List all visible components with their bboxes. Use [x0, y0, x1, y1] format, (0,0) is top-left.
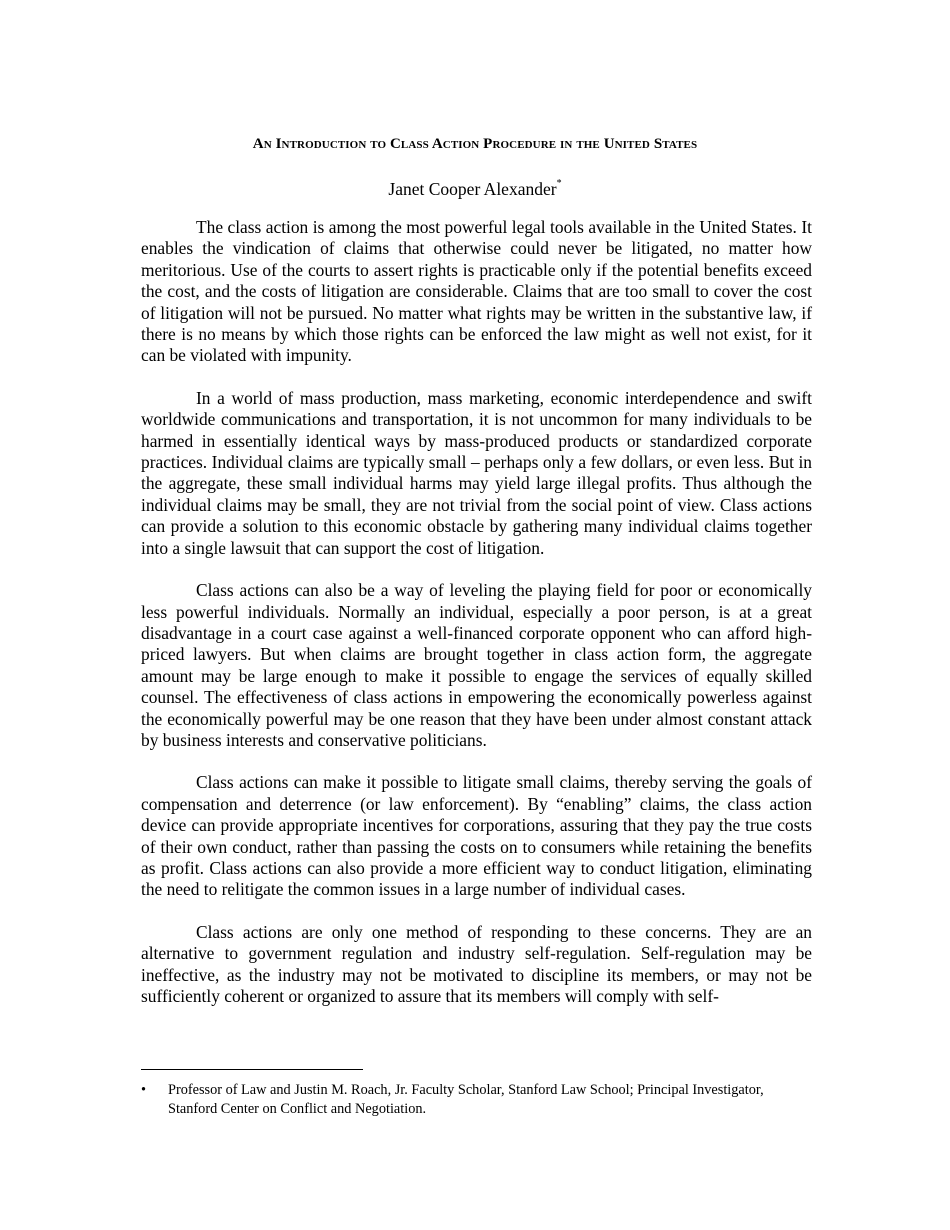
author-footnote-mark: *	[556, 178, 562, 189]
paragraph-1: The class action is among the most powerful legal tools available in the United States. It enables the vindication of claims that otherwise could never be litigated, no matter how meritorious. Use of the courts to assert rights is practicable only if the potential benefits exceed the cost, and the costs of litigation are considerable. Claims that are too small to cover the cost of litigation will not be pursued. No matter what rights may be written in the substantive law, if there is no means by which those rights can be enforced the law might as well not exist, for it can be violated with impunity.	[141, 217, 812, 366]
author-name: Janet Cooper Alexander	[388, 178, 557, 199]
footnote	[141, 1081, 812, 1119]
document-title: An Introduction to Class Action Procedure in the United States	[252, 136, 698, 152]
footnote-text: Professor of Law and Justin M. Roach, Jr. Faculty Scholar, Stanford Law School; Principal Investigator, Stanford Center on Conflict and Negotiation.	[168, 1082, 764, 1117]
paragraph-4: Class actions can make it possible to litigate small claims, thereby serving the goals of compensation and deterrence (or law enforcement). By “enabling” claims, the class action device can provide appropriate incentives for corporations, assuring that they pay the true costs of their own conduct, rather than passing the costs on to consumers while retaining the benefits as profit. Class actions can also provide a more efficient way to conduct litigation, eliminating the need to relitigate the common issues in a large number of individual cases.	[141, 772, 812, 900]
author-line	[0, 175, 950, 200]
footnote-divider	[141, 1069, 363, 1070]
paragraph-3: Class actions can also be a way of leveling the playing field for poor or economically less powerful individuals. Normally an individual, especially a poor person, is at a great disadvantage in a court case against a well-financed corporate opponent who can afford high-priced lawyers. But when claims are brought together in class action form, the aggregate amount may be large enough to make it possible to engage the services of equally skilled counsel. The effectiveness of class actions in empowering the economically powerless against the economically powerful may be one reason that they have been under almost constant attack by business interests and conservative politicians.	[141, 580, 812, 750]
footnote-bullet: •	[141, 1082, 147, 1098]
paragraph-2: In a world of mass production, mass marketing, economic interdependence and swift worldwide communications and transportation, it is not uncommon for many individuals to be harmed in essentially identical ways by mass-produced products or standardized corporate practices. Individual claims are typically small – perhaps only a few dollars, or even less. But in the aggregate, these small individual harms may yield large illegal profits. Thus although the individual claims may be small, they are not trivial from the social point of view. Class actions can provide a solution to this economic obstacle by gathering many individual claims together into a single lawsuit that can support the cost of litigation.	[141, 387, 812, 558]
paragraph-5: Class actions are only one method of responding to these concerns. They are an alternative to government regulation and industry self-regulation. Self-regulation may be ineffective, as the industry may not be motivated to discipline its members, or may not be sufficiently coherent or organized to assure that its members will comply with self-	[141, 921, 812, 1006]
body-text	[141, 217, 812, 1028]
